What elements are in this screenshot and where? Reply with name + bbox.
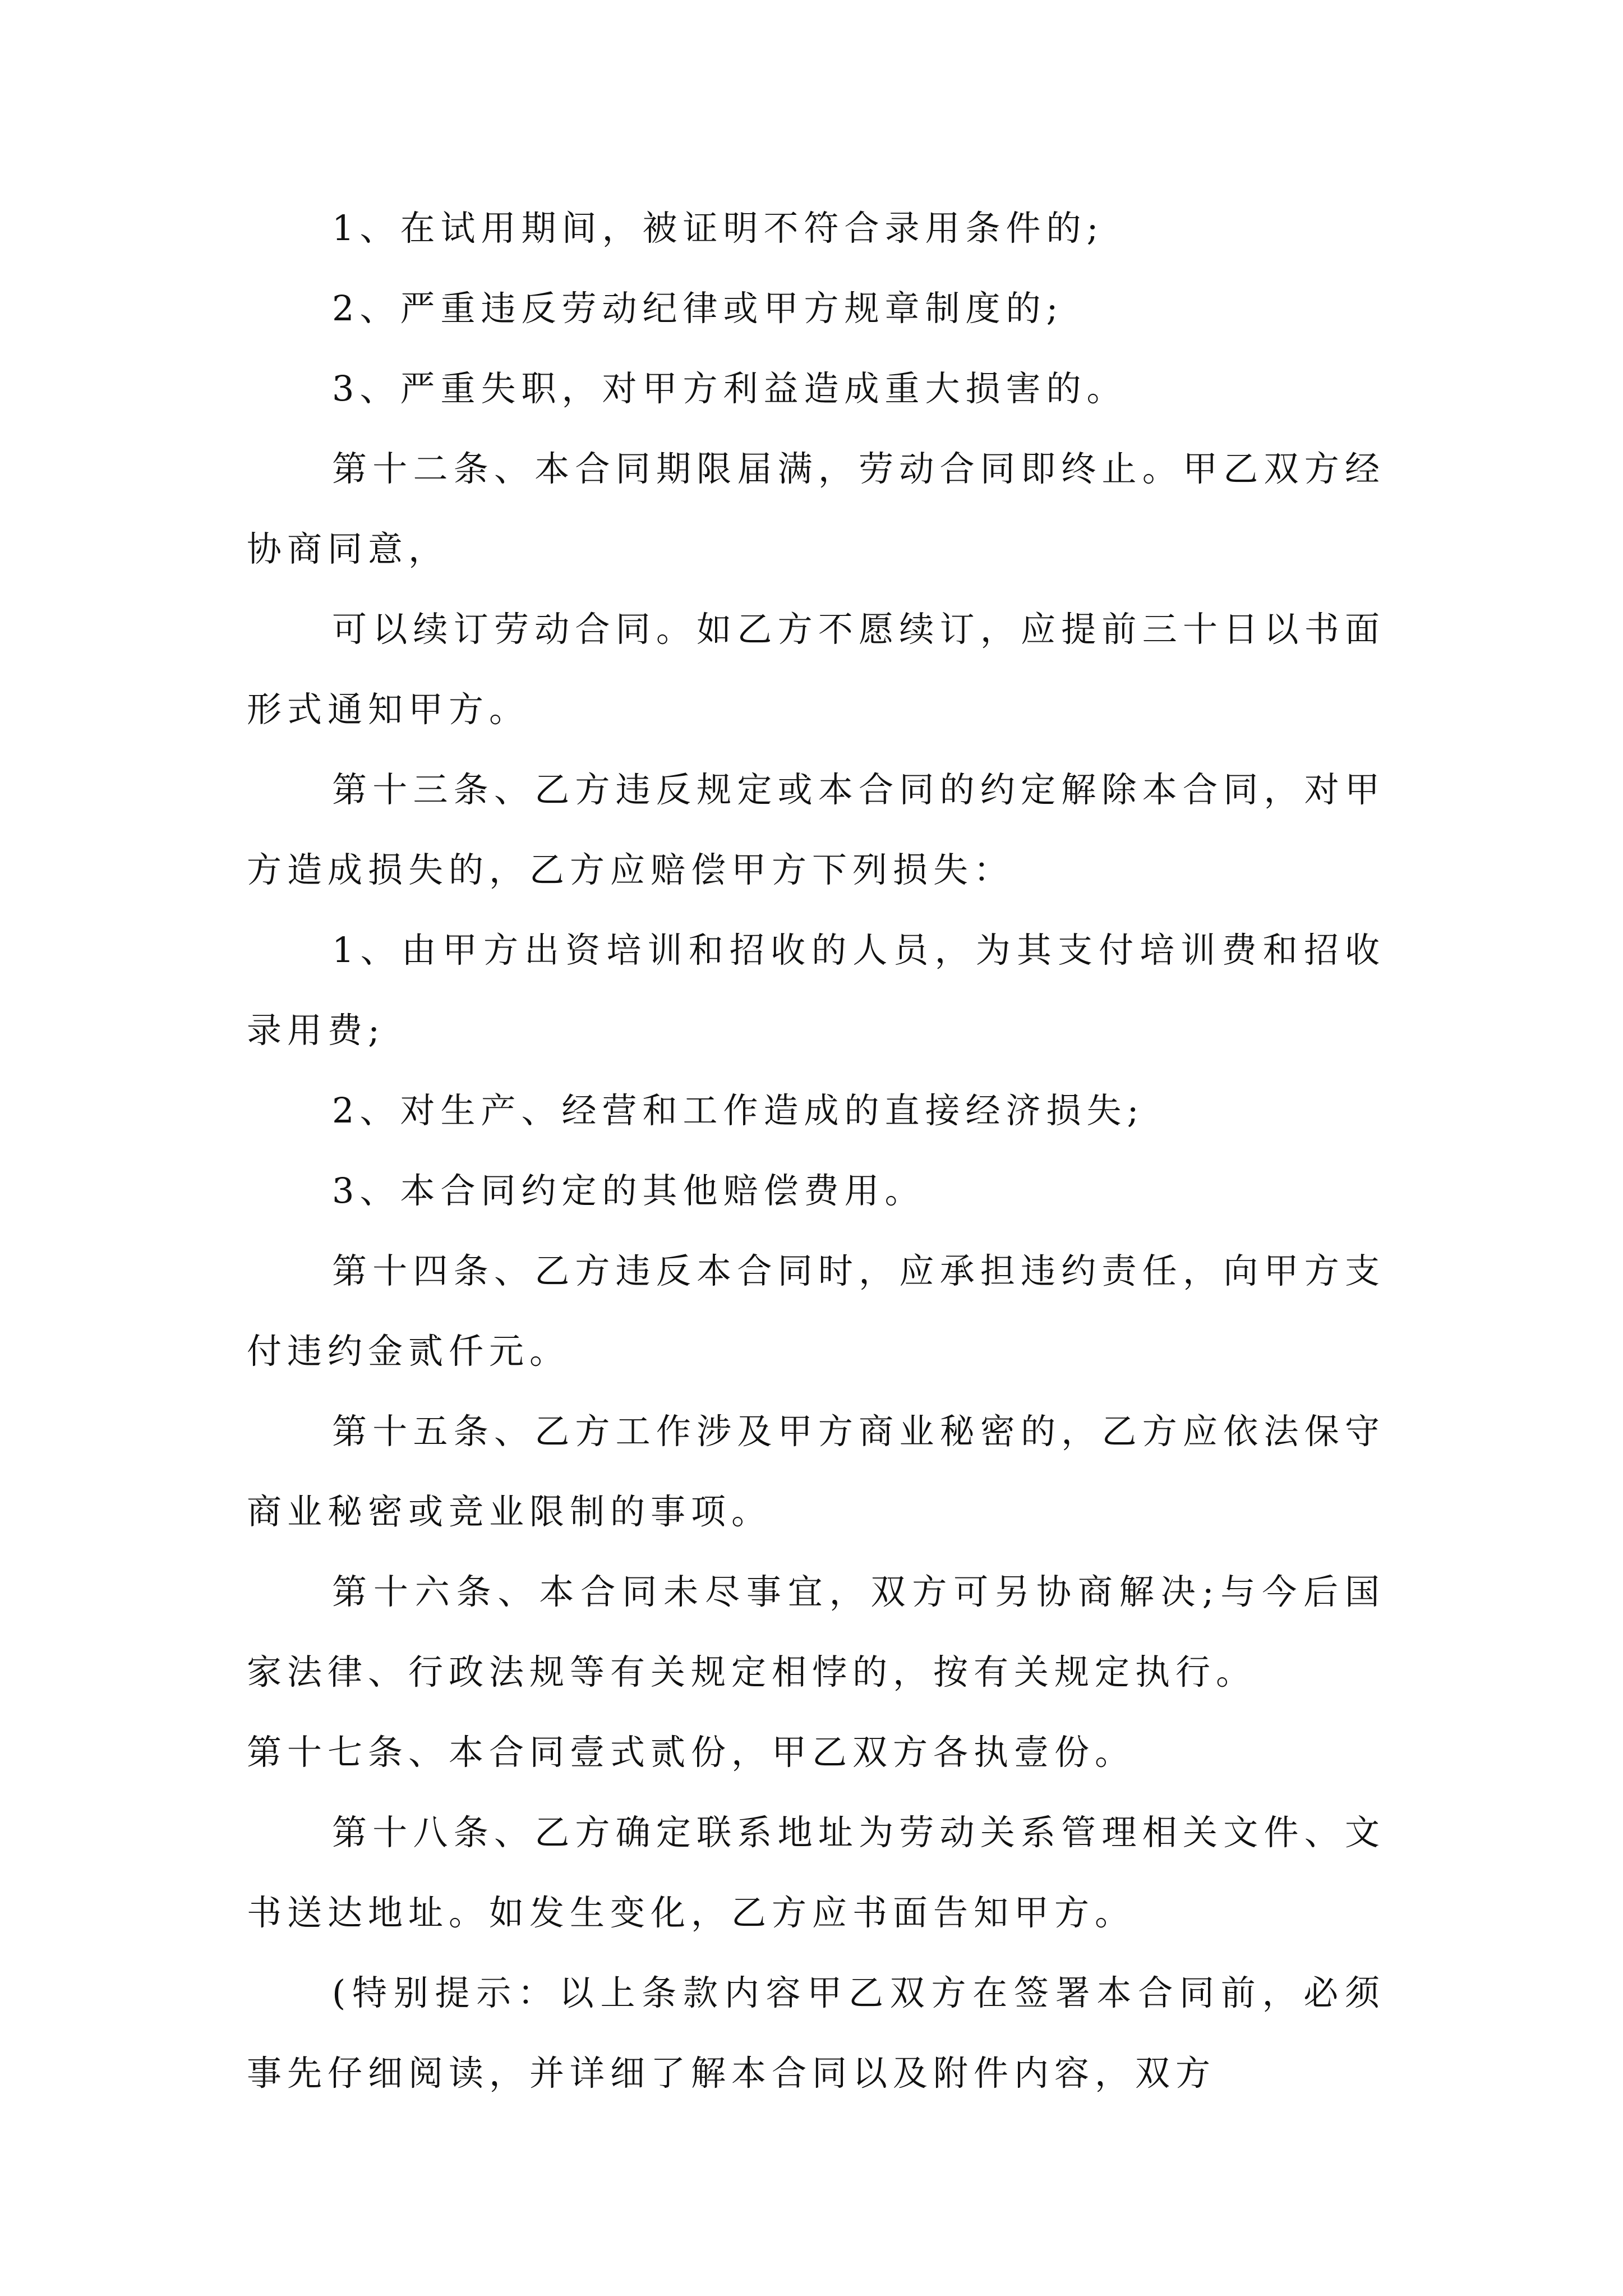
article-13-paragraph: 第十三条、乙方违反规定或本合同的约定解除本合同，对甲方造成损失的，乙方应赔偿甲方下列损失：: [247, 769, 1385, 890]
article-14-paragraph: 第十四条、乙方违反本合同时，应承担违约责任，向甲方支付违约金贰仟元。: [247, 1250, 1385, 1372]
list-item-serious-violation: 2、严重违反劳动纪律或甲方规章制度的;: [332, 288, 1064, 329]
article-18-paragraph: 第十八条、乙方确定联系地址为劳动关系管理相关文件、文书送达地址。如发生变化，乙方应书面告知甲方。: [247, 1812, 1385, 1933]
list-item-serious-negligence: 3、严重失职，对甲方利益造成重大损害的。: [332, 368, 1127, 409]
article-15-paragraph: 第十五条、乙方工作涉及甲方商业秘密的，乙方应依法保守商业秘密或竞业限制的事项。: [247, 1411, 1385, 1532]
list-item-other-compensation: 3、本合同约定的其他赔偿费用。: [332, 1170, 925, 1211]
article-12-renewal-paragraph: 可以续订劳动合同。如乙方不愿续订，应提前三十日以书面形式通知甲方。: [247, 609, 1385, 730]
special-notice-paragraph: (特别提示：以上条款内容甲乙双方在签署本合同前，必须事先仔细阅读，并详细了解本合同以及附件内容，双方: [247, 1972, 1385, 2093]
list-item-probation-unqualified: 1、在试用期间，被证明不符合录用条件的;: [332, 208, 1104, 249]
article-16-paragraph: 第十六条、本合同未尽事宜，双方可另协商解决;与今后国家法律、行政法规等有关规定相悖的，按有关规定执行。: [247, 1571, 1385, 1692]
article-12-paragraph: 第十二条、本合同期限届满，劳动合同即终止。甲乙双方经协商同意，: [247, 448, 1385, 569]
article-17-paragraph: 第十七条、本合同壹式贰份，甲乙双方各执壹份。: [247, 1732, 1136, 1773]
list-item-training-cost: 1、由甲方出资培训和招收的人员，为其支付培训费和招收录用费;: [247, 930, 1385, 1051]
document-body: [247, 188, 1385, 2113]
list-item-direct-loss: 2、对生产、经营和工作造成的直接经济损失;: [332, 1090, 1145, 1131]
